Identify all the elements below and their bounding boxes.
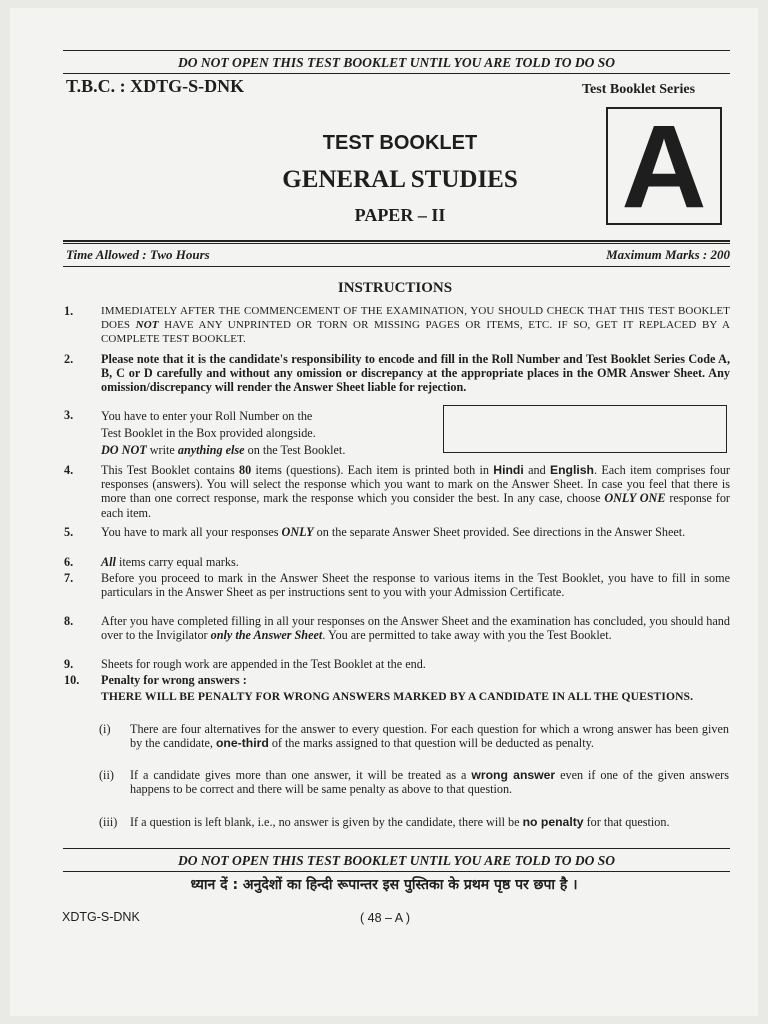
booklet-title: TEST BOOKLET [322,132,478,154]
item-3-do-not: DO NOT [101,443,147,457]
item-1-text-c: HAVE ANY UNPRINTED OR TORN OR MISSING PAGES OR ITEMS, ETC. IF SO, GET IT REPLACED BY A COMPLETE TEST BOOKLET. [101,319,730,346]
bottom-warning: DO NOT OPEN THIS TEST BOOKLET UNTIL YOU ARE TOLD TO DO SO [177,853,616,868]
footer-code: XDTG-S-DNK [62,910,140,924]
item-number: 2. [64,352,74,366]
clause-i-a: There are four alternatives for the answer to every question. For each question for which a wrong answer has been given by the candidate, [130,722,729,751]
hindi-note: ध्यान दें : अनुदेशों का हिन्दी रूपान्तर इस पुस्तिका के प्रथम पृष्ठ पर छपा है । [190,877,578,893]
series-label: Test Booklet Series [582,82,696,97]
item-4-i: response for each item. [101,491,730,520]
clause-text [130,722,729,750]
page-number: ( 48 – A ) [359,911,411,925]
top-warning: DO NOT OPEN THIS TEST BOOKLET UNTIL YOU ARE TOLD TO DO SO [177,55,616,70]
item-1-not: NOT [135,319,159,332]
item-number: 8. [64,614,74,628]
header-rule [63,240,730,242]
clause-i-c: of the marks assigned to that question will be deducted as penalty. [268,736,594,751]
item-number: 9. [64,657,74,671]
item-3-line-2: Test Booklet in the Box provided alongside. [101,426,316,440]
bottom-rule [63,848,730,849]
item-4-count: 80 [238,463,252,477]
item-5-a: You have to mark all your responses [101,525,282,539]
item-4-hindi: Hindi [493,463,524,477]
clause-ii-wrong-answer: wrong answer [471,768,556,782]
item-number: 7. [64,571,74,585]
clause-number: (i) [99,722,111,736]
item-number: 5. [64,525,74,539]
clause-ii-a: If a candidate gives more than one answer, it will be treated as a [130,768,472,782]
item-8-c: . You are permitted to take away with you the Test Booklet. [322,628,612,643]
clause-i-one-third: one-third [215,736,269,751]
item-text [101,463,730,520]
item-6-all: All [101,555,116,569]
item-text: Sheets for rough work are appended in the Test Booklet at the end. [101,657,426,671]
paper-title: PAPER – II [354,205,446,225]
item-number: 3. [64,408,74,422]
item-6-b: items carry equal marks. [115,555,239,569]
item-text [101,614,730,642]
clause-ii-c: even if one of the given answers happens to be correct and there will be same penalty as above to that question. [130,768,729,797]
bottom-warning-underline [63,871,730,872]
item-3-end: on the Test Booklet. [244,443,346,457]
instructions-heading: INSTRUCTIONS [337,280,453,296]
item-4-c: items (questions). Each item is printed both in [251,463,494,477]
maximum-marks: Maximum Marks : 200 [606,247,730,262]
header-rule-thin [63,243,730,244]
clause-number: (iii) [99,815,118,829]
item-number: 1. [64,304,74,318]
clause-number: (ii) [99,768,114,782]
item-3-line-1: You have to enter your Roll Number on the [101,409,313,423]
series-box [606,101,722,233]
roll-number-box[interactable] [443,405,727,453]
item-text [101,555,730,569]
item-5-c: on the separate Answer Sheet provided. See directions in the Answer Sheet. [313,525,686,539]
item-text: Before you proceed to mark in the Answer Sheet the response to various items in the Test Booklet, you have to fill in some particulars in the Answer Sheet as per instructions sent to you with your Admission Certificate. [101,571,730,600]
top-rule [63,50,730,51]
marks-rule [63,266,730,267]
item-4-only-one: ONLY ONE [604,491,666,506]
item-4-a: This Test Booklet contains [101,463,239,477]
item-text [101,304,730,347]
clause-text [130,815,729,829]
item-number: 6. [64,555,74,569]
top-warning-underline [63,73,730,74]
item-8-a: After you have completed filling in all your responses on the Answer Sheet and the examination has concluded, you should hand over to the Invigilator [101,614,730,643]
penalty-heading: Penalty for wrong answers : [101,673,247,687]
item-5-only: ONLY [281,525,314,539]
item-text: Please note that it is the candidate's responsibility to encode and fill in the Roll Number and Test Booklet Series Code A, B, C or D carefully and without any omission or discrepancy at the appropriate places in the OMR Answer Sheet. Any omission/discrepancy will render the Answer Sheet liable for rejection. [101,352,730,395]
penalty-caps-text: THERE WILL BE PENALTY FOR WRONG ANSWERS MARKED BY A CANDIDATE IN ALL THE QUESTIONS. [101,690,694,703]
subject-title: GENERAL STUDIES [282,166,518,193]
item-3-line-3 [101,442,441,459]
item-4-g: . Each item comprises four responses (answers). You will select the response which you want to mark on the Answer Sheet. In case you feel that there is more than one correct response, mark the response which you consider the best. In any case, choose [101,463,730,506]
item-number: 4. [64,463,74,477]
clause-iii-a: If a question is left blank, i.e., no answer is given by the candidate, there will be [130,815,523,829]
series-letter: A [621,101,707,233]
item-1-text-a: IMMEDIATELY AFTER THE COMMENCEMENT OF THE EXAMINATION, YOU SHOULD CHECK THAT THIS TEST BOOKLET DOES [101,305,730,332]
time-allowed: Time Allowed : Two Hours [66,247,210,262]
clause-iii-no-penalty: no penalty [522,815,584,829]
clause-text [130,768,729,796]
tbc-code: T.B.C. : XDTG-S-DNK [66,76,245,96]
item-3-mid: write [146,443,178,457]
item-text [101,525,730,539]
item-3-anything-else: anything else [177,443,245,457]
item-4-e: and [523,463,550,477]
item-text [101,408,441,459]
item-number: 10. [64,673,80,687]
clause-iii-c: for that question. [583,815,670,829]
item-8-only-answer-sheet: only the Answer Sheet [210,628,323,643]
item-4-english: English [549,463,594,477]
